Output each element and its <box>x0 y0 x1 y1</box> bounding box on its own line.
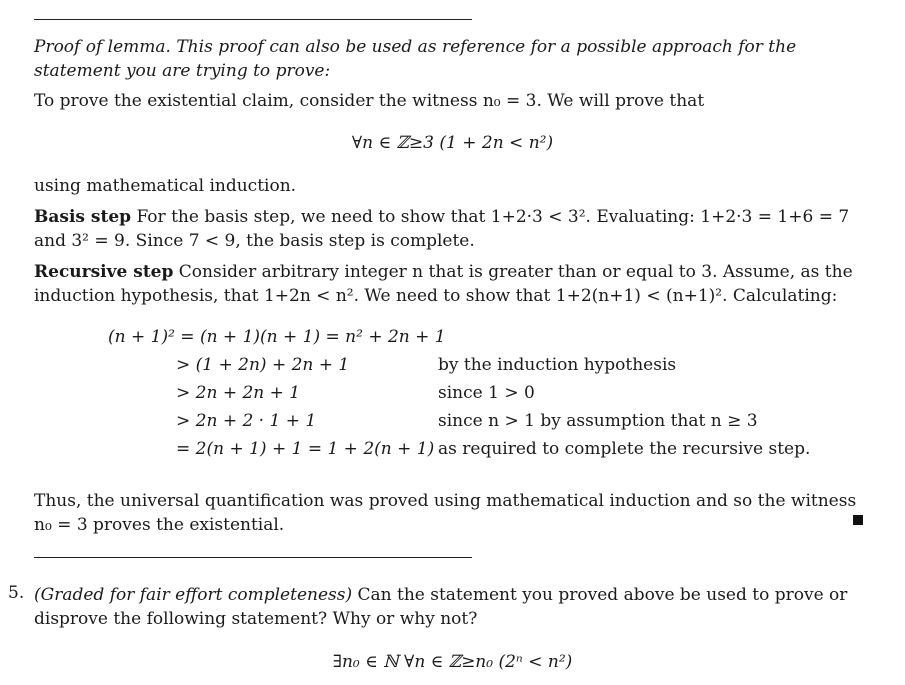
question-body: Can the statement you proved above be used to prove or disprove the following statement? Why or why not? <box>34 585 848 629</box>
graded-note: (Graded for fair effort completeness) <box>34 585 353 605</box>
bottom-divider <box>34 557 472 558</box>
qed-square-icon <box>853 515 863 525</box>
basis-step-text: For the basis step, we need to show that 1+2·3 < 3². Evaluating: 1+2·3 = 1+6 = 7 and 3² = 9. Since 7 < 9, the basis step is complete. <box>34 207 850 251</box>
recursive-step-text: Consider arbitrary integer n that is greater than or equal to 3. Assume, as the induction hypothesis, that 1+2n < n². We need to show that 1+2(n+1) < (n+1)². Calculating: <box>34 262 853 306</box>
proof-intro: To prove the existential claim, consider the witness n₀ = 3. We will prove that <box>34 91 705 111</box>
calc-step-note: since n > 1 by assumption that n ≥ 3 <box>438 411 758 431</box>
proof-conclusion: Thus, the universal quantification was proved using mathematical induction and so the witness n₀ = 3 proves the existential. <box>34 491 857 535</box>
induction-line: using mathematical induction. <box>34 176 297 196</box>
calc-step-expr: > 2n + 2n + 1 <box>176 383 301 403</box>
question-number: 5. <box>8 583 25 603</box>
recursive-step-label: Recursive step <box>34 262 174 282</box>
basis-step-label: Basis step <box>34 207 132 227</box>
calc-step-note: since 1 > 0 <box>438 383 535 403</box>
calc-first-line: (n + 1)² = (n + 1)(n + 1) = n² + 2n + 1 <box>108 327 446 347</box>
calc-step-expr: = 2(n + 1) + 1 = 1 + 2(n + 1) <box>176 439 435 459</box>
calc-step-expr: > 2n + 2 · 1 + 1 <box>176 411 317 431</box>
calc-step-note: by the induction hypothesis <box>438 355 677 375</box>
calc-step-note: as required to complete the recursive step. <box>438 439 811 459</box>
basis-step <box>34 205 866 253</box>
top-divider <box>34 19 472 20</box>
question-statement: ∃n₀ ∈ ℕ ∀n ∈ ℤ≥n₀ (2ⁿ < n²) <box>332 652 573 672</box>
recursive-step <box>34 260 866 308</box>
calc-step-expr: > (1 + 2n) + 2n + 1 <box>176 355 350 375</box>
proof-heading: Proof of lemma. This proof can also be used as reference for a possible approach for the statement you are trying to prove: <box>34 37 797 81</box>
question-text <box>34 583 869 631</box>
induction-statement: ∀n ∈ ℤ≥3 (1 + 2n < n²) <box>351 133 554 153</box>
